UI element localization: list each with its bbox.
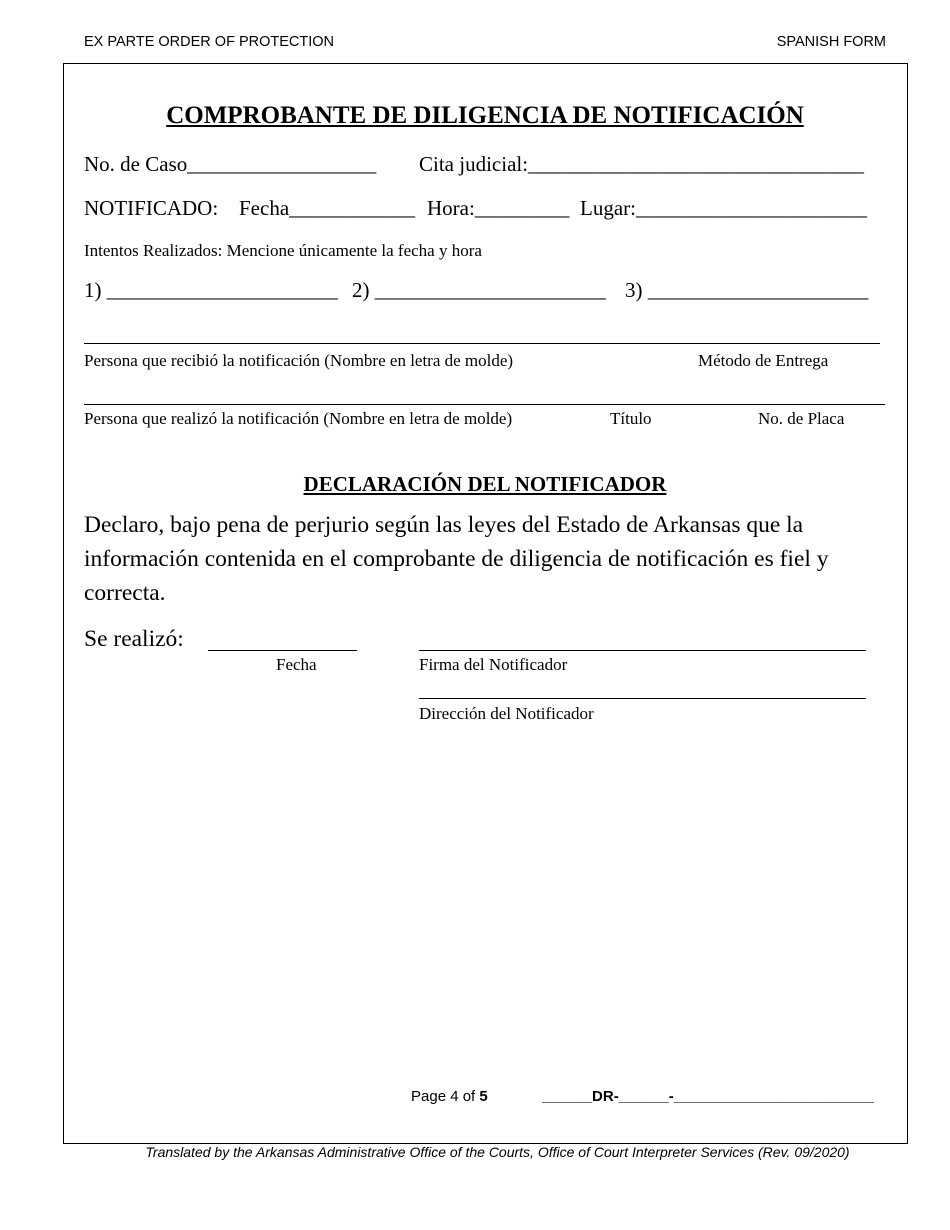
attempt-1-field[interactable]: 1) ______________________ [84, 278, 338, 302]
signature-label: Firma del Notificador [419, 655, 568, 674]
address-label: Dirección del Notificador [419, 704, 594, 723]
attempts-label: Intentos Realizados: Mencione únicamente la fecha y hora [84, 241, 482, 260]
translation-note: Translated by the Arkansas Administrative Office of the Courts, Office of Court Interpreter Services (Rev. 09/2020) [145, 1144, 850, 1160]
server-name-line[interactable] [84, 404, 885, 405]
badge-number-label: No. de Placa [758, 409, 845, 428]
header-language: SPANISH FORM [776, 34, 886, 50]
served-date-field[interactable]: Fecha____________ [239, 196, 416, 220]
header-form-type: EX PARTE ORDER OF PROTECTION [84, 34, 335, 50]
server-title-label: Título [610, 409, 652, 428]
attempt-3-field[interactable]: 3) _____________________ [625, 278, 869, 302]
address-line[interactable] [419, 698, 866, 699]
case-number-field[interactable]: No. de Caso__________________ [84, 152, 377, 176]
declaration-title: DECLARACIÓN DEL NOTIFICADOR [303, 472, 667, 496]
page-total: 5 [479, 1088, 488, 1105]
court-date-field[interactable]: Cita judicial:________________________________ [419, 152, 865, 176]
attempt-2-field[interactable]: 2) ______________________ [352, 278, 606, 302]
served-time-field[interactable]: Hora:_________ [427, 196, 570, 220]
page-prefix: Page 4 of [411, 1088, 476, 1105]
form-title: COMPROBANTE DE DILIGENCIA DE NOTIFICACIÓN [166, 102, 804, 129]
server-label: Persona que realizó la notificación (Nombre en letra de molde) [84, 409, 513, 428]
served-label: NOTIFICADO: [84, 196, 219, 220]
signature-line[interactable] [419, 650, 866, 651]
performed-date-line[interactable] [208, 650, 357, 651]
performed-label: Se realizó: [84, 626, 184, 652]
performed-date-label: Fecha [276, 655, 317, 674]
dr-case-code: ______DR-______-________________________ [542, 1088, 874, 1105]
served-place-field[interactable]: Lugar:______________________ [580, 196, 867, 220]
declaration-body: Declaro, bajo pena de perjurio según las leyes del Estado de Arkansas que la información contenida en el comprobante de diligencia de notificación es fiel y correcta. [84, 512, 829, 606]
recipient-label: Persona que recibió la notificación (Nombre en letra de molde) [84, 351, 514, 370]
delivery-method-label: Método de Entrega [698, 351, 829, 370]
page-number [411, 1088, 488, 1105]
recipient-signature-line[interactable] [84, 343, 880, 344]
